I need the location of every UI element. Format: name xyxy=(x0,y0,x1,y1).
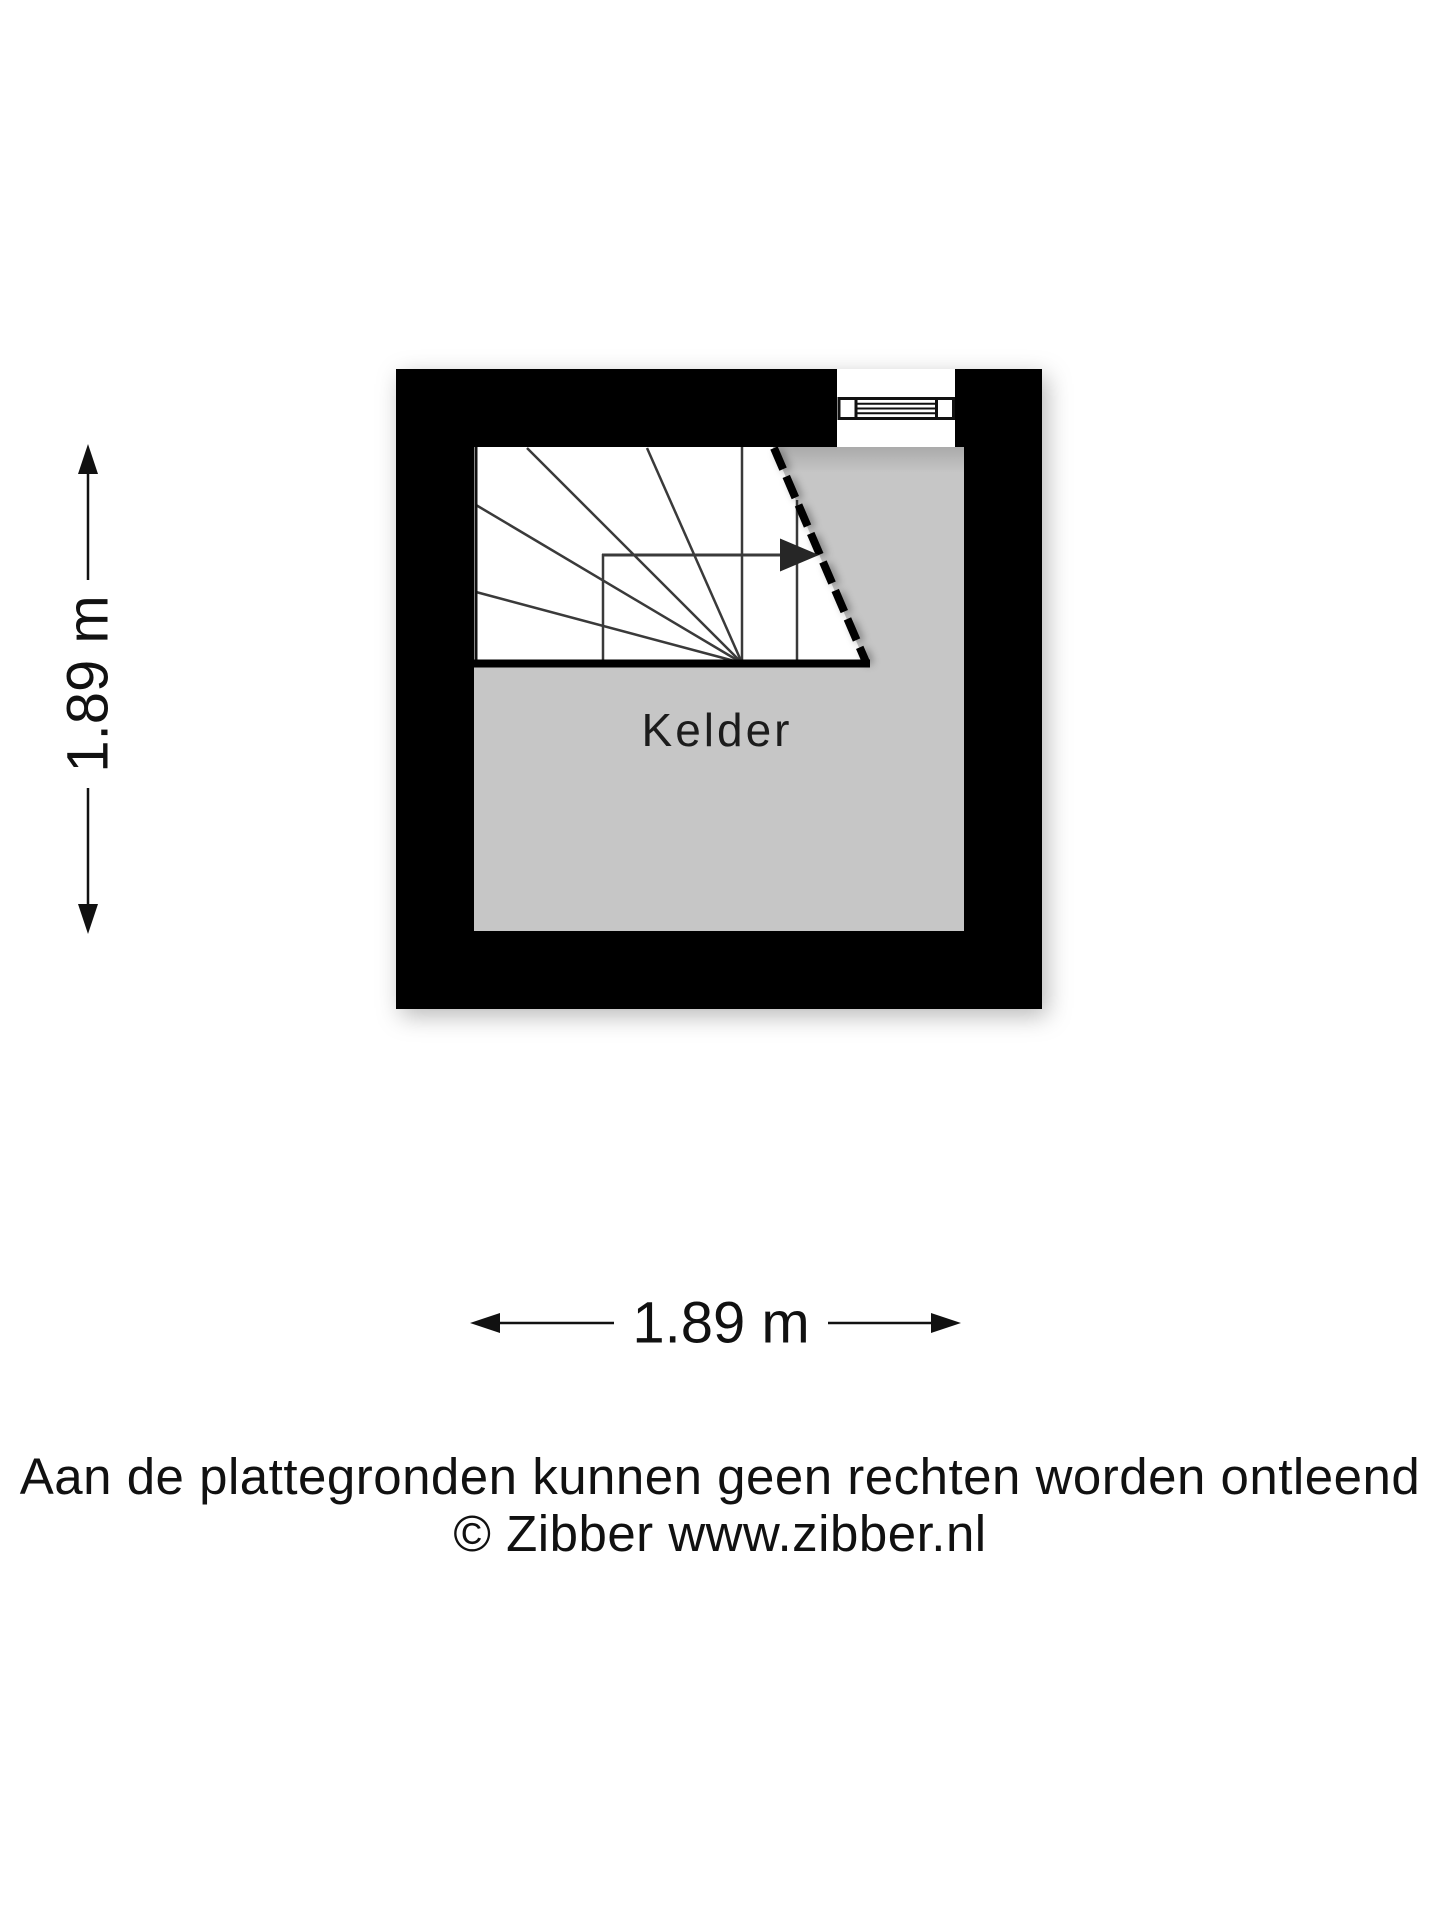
footer xyxy=(0,1448,1440,1562)
horizontal-dimension xyxy=(470,1291,961,1356)
dimension-arrow-right-icon xyxy=(931,1313,961,1333)
footer-copyright: © Zibber www.zibber.nl xyxy=(453,1505,987,1562)
window-opening xyxy=(837,369,955,447)
vertical-dimension-label: 1.89 m xyxy=(55,595,121,773)
dimension-arrow-left-icon xyxy=(470,1313,500,1333)
dimension-arrow-up-icon xyxy=(78,444,98,474)
horizontal-dimension-label: 1.89 m xyxy=(632,1290,810,1356)
room-label: Kelder xyxy=(641,704,793,756)
dimension-arrow-down-icon xyxy=(78,904,98,934)
vertical-dimension xyxy=(56,444,121,934)
footer-disclaimer: Aan de plattegronden kunnen geen rechten worden ontleend xyxy=(19,1448,1421,1505)
